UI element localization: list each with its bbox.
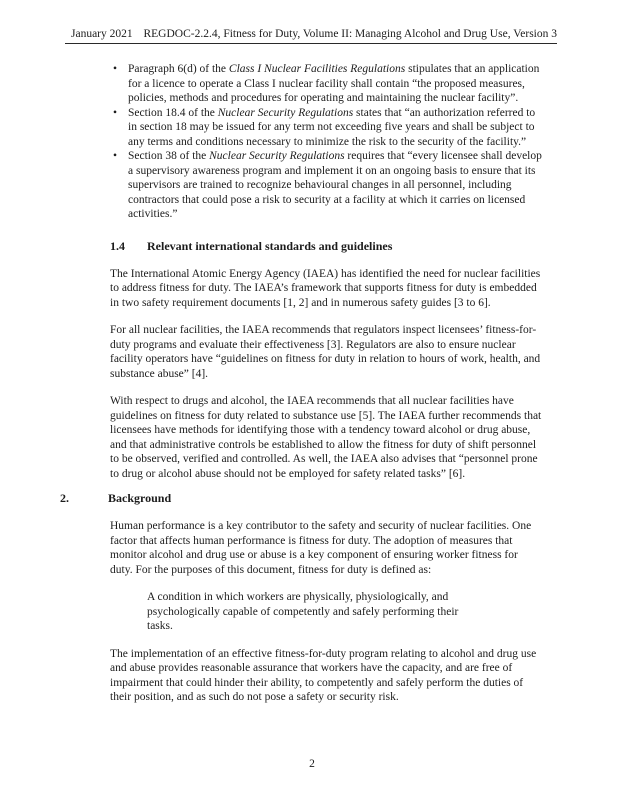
bullet-text: Section 18.4 of the	[128, 106, 218, 119]
bullet-item-section-18-4	[110, 106, 543, 150]
section-number: 2.	[60, 491, 69, 505]
paragraph-drugs-and-alcohol: With respect to drugs and alcohol, the IAEA recommends that all nuclear facilities have guidelines on fitness for duty related to substance use [5]. The IAEA further recommends that licensees have methods for identifying those with a tendency toward alcohol or drug abuse, and that administrative controls be established to allow the fitness for duty of shift personnel to be observed, verified and controlled. As well, the IAEA also advises that “personnel prone to drug or alcohol abuse should not be employed for safety related tasks” [6].	[110, 395, 542, 480]
section-heading-1-4	[110, 239, 543, 254]
bullet-text: requires that “every licensee shall develop a supervisory awareness program and implement it on an ongoing basis to ensure that its supervisors are trained to recognize behavioural changes in all personnel, including contractors that could pose a risk to security at a facility at which it carries on licensed activities.”	[128, 150, 542, 220]
header-date: January 2021	[71, 28, 133, 40]
fitness-for-duty-definition: A condition in which workers are physically, physiologically, and psychologically capable of competently and safely performing their tasks.	[147, 591, 459, 632]
section-title: Background	[108, 491, 172, 505]
bullet-text: Paragraph 6(d) of the	[128, 63, 229, 75]
paragraph-iaea-recommends-regulators: For all nuclear facilities, the IAEA recommends that regulators inspect licensees’ fitness-for-duty programs and evaluate their effectiveness [3]. Regulators are also to ensure nuclear facility operators have “guidelines on fitness for duty in relation to hours of work, health, and substance abuse” [4].	[110, 324, 541, 380]
paragraph-implementation: The implementation of an effective fitness-for-duty program relating to alcohol and drug use and abuse provides reasonable assurance that workers have the capacity, and are free of impairment that could hinder their ability, to competently and safely perform the duties of their position, and as such do not pose a safety or security risk.	[110, 647, 537, 703]
bullet-item-section-38	[110, 149, 543, 222]
section-title: Relevant international standards and guidelines	[147, 238, 393, 253]
section-heading-2	[60, 491, 543, 506]
paragraph-human-performance: Human performance is a key contributor to the safety and security of nuclear facilities. One factor that affects human performance is fitness for duty. The adoption of measures that monitor alcohol and drug use or abuse is a key component of ensuring worker fitness for duty. For the purposes of this document, fitness for duty is defined as:	[110, 520, 532, 576]
header-document-title: REGDOC-2.2.4, Fitness for Duty, Volume II: Managing Alcohol and Drug Use, Version 3	[143, 28, 557, 40]
regulation-title: Nuclear Security Regulations	[209, 150, 345, 162]
bullet-text: stipulates that an application for a licence to operate a Class I nuclear facility shall contain “the proposed measures, policies, methods and procedures for operating and maintaining the nuclear facility”.	[128, 63, 540, 104]
regulation-title: Class I Nuclear Facilities Regulations	[228, 63, 406, 75]
page-body	[60, 62, 543, 705]
page-number: 2	[309, 758, 315, 770]
section-number: 1.4	[110, 238, 125, 253]
bullet-text: Section 38 of the	[128, 150, 210, 162]
page-header	[65, 28, 557, 44]
paragraph-iaea-identified: The International Atomic Energy Agency (IAEA) has identified the need for nuclear facilities to address fitness for duty. The IAEA’s framework that supports fitness for duty is embedded in two safety requirement documents [1, 2] and in numerous safety guides [3 to 6].	[110, 267, 541, 309]
bullet-text: states that “an authorization referred to in section 18 may be issued for any term not exceeding five years and shall be subject to any terms and conditions necessary to minimize the risk to the security of the facility.”	[128, 106, 536, 148]
regulation-title: Nuclear Security Regulations	[217, 106, 354, 119]
bullet-item-paragraph-6d	[110, 62, 543, 106]
regulations-bullet-list	[110, 62, 543, 222]
